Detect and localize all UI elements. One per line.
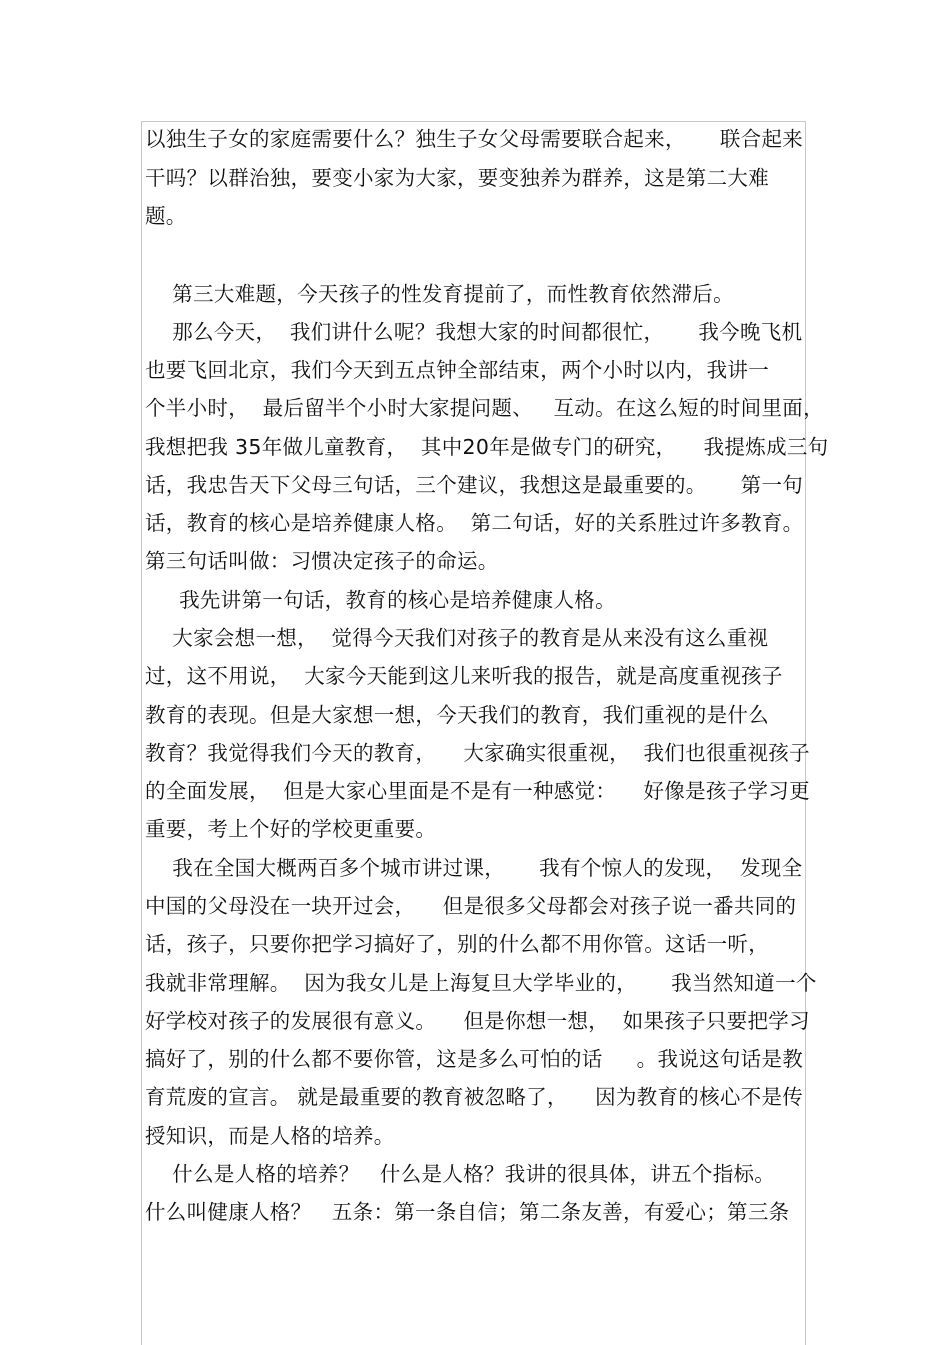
text-line: 教育的表现。但是大家想一想，今天我们的教育，我们重视的是什么 [145, 703, 769, 727]
text-line: 第三大难题，今天孩子的性发育提前了，而性教育依然滞后。 [145, 282, 734, 306]
text-line: 个半小时， 最后留半个小时大家提问题、 互动。在这么短的时间里面， [145, 396, 824, 420]
text-line: 我先讲第一句话，教育的核心是培养健康人格。 [145, 588, 616, 612]
text-line: 什么叫健康人格？ 五条：第一条自信；第二条友善，有爱心；第三条 [145, 1200, 790, 1224]
text-line: 什么是人格的培养？ 什么是人格？我讲的很具体，讲五个指标。 [145, 1162, 776, 1186]
text-line: 搞好了，别的什么都不要你管，这是多么可怕的话 。我说这句话是教 [145, 1047, 804, 1071]
text-line: 中国的父母没在一块开过会， 但是很多父母都会对孩子说一番共同的 [145, 894, 797, 918]
text-line: 教育？我觉得我们今天的教育， 大家确实很重视， 我们也很重视孩子 [145, 741, 810, 765]
text-line: 也要飞回北京，我们今天到五点钟全部结束，两个小时以内，我讲一 [145, 358, 769, 382]
text-line: 那么今天， 我们讲什么呢？我想大家的时间都很忙， 我今晚飞机 [145, 320, 803, 344]
text-line: 重要，考上个好的学校更重要。 [145, 817, 437, 841]
text-line: 大家会想一想， 觉得今天我们对孩子的教育是从来没有这么重视 [145, 626, 769, 650]
text-line: 干吗？以群治独，要变小家为大家，要变独养为群养，这是第二大难 [145, 166, 769, 190]
text-line: 第三句话叫做：习惯决定孩子的命运。 [145, 549, 499, 573]
text-line: 我想把我 35年做儿童教育， 其中20年是做专门的研究， 我提炼成三句 [145, 435, 829, 459]
text-line: 题。 [145, 204, 187, 228]
text-line: 好学校对孩子的发展很有意义。 但是你想一想， 如果孩子只要把学习 [145, 1009, 810, 1033]
text-line: 育荒废的宣言。 就是最重要的教育被忽略了， 因为教育的核心不是传 [145, 1085, 804, 1109]
text-line: 话，孩子，只要你把学习搞好了，别的什么都不用你管。这话一听， [145, 932, 769, 956]
text-line: 授知识，而是人格的培养。 [145, 1124, 395, 1148]
text-line: 以独生子女的家庭需要什么？独生子女父母需要联合起来， 联合起来 [145, 127, 804, 151]
text-line: 话，教育的核心是培养健康人格。 第二句话，好的关系胜过许多教育。 [145, 511, 804, 535]
text-line: 我就非常理解。 因为我女儿是上海复旦大学毕业的， 我当然知道一个 [145, 971, 817, 995]
text-line: 我在全国大概两百多个城市讲过课， 我有个惊人的发现， 发现全 [145, 856, 803, 880]
text-line: 话，我忠告天下父母三句话，三个建议，我想这是最重要的。 第一句 [145, 473, 804, 497]
text-line: 过，这不用说， 大家今天能到这儿来听我的报告，就是高度重视孩子 [145, 664, 783, 688]
text-line: 的全面发展， 但是大家心里面是不是有一种感觉： 好像是孩子学习更 [145, 779, 810, 803]
